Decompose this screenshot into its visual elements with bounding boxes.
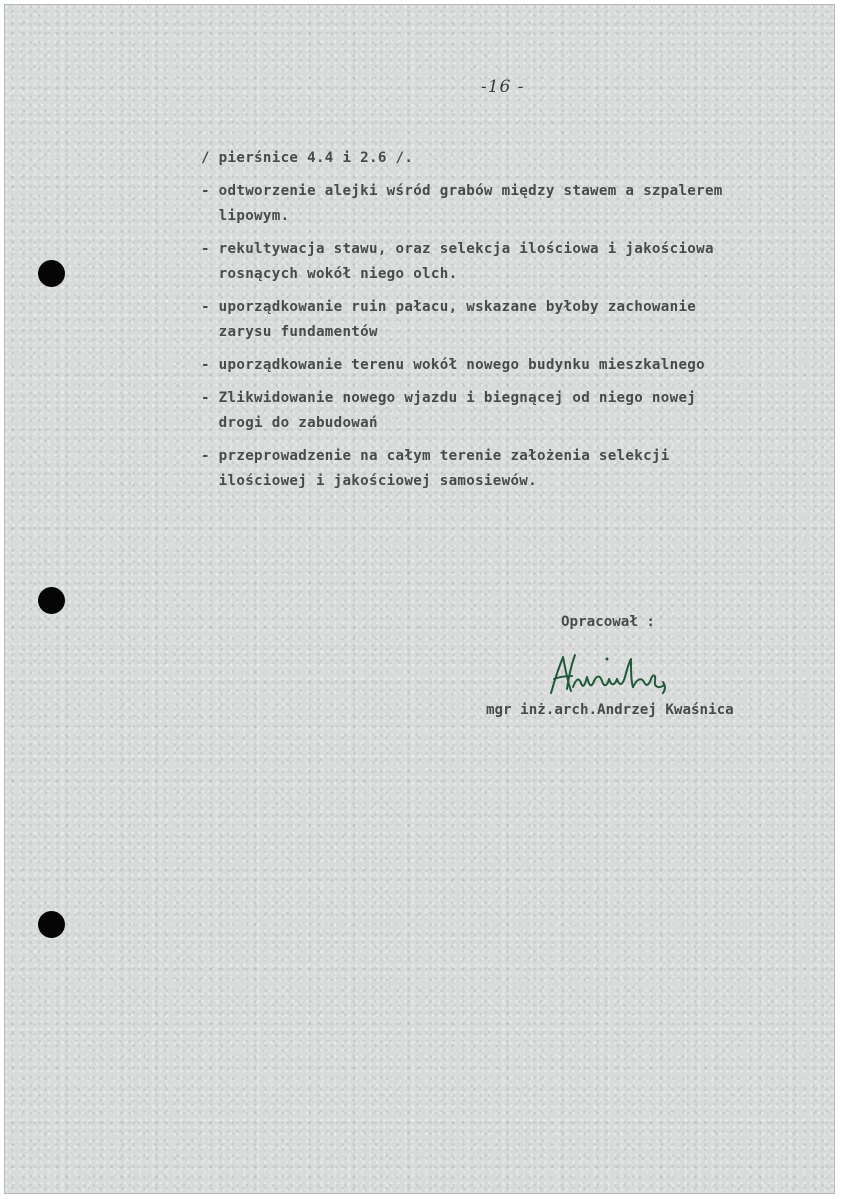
prepared-by-label: Opracował : <box>561 614 655 630</box>
document-body <box>201 146 821 494</box>
text-line: / pierśnice 4.4 i 2.6 /. <box>201 150 414 166</box>
text-line: zarysu fundamentów <box>201 324 378 340</box>
paragraph-spacer <box>201 171 821 179</box>
punch-hole-bottom <box>38 911 65 938</box>
text-line: - uporządkowanie ruin pałacu, wskazane byłoby zachowanie <box>201 299 697 315</box>
text-line: - odtworzenie alejki wśród grabów między stawem a szpalerem <box>201 183 723 199</box>
text-line: - rekultywacja stawu, oraz selekcja ilościowa i jakościowa <box>201 241 714 257</box>
text-line: lipowym. <box>201 208 290 224</box>
text-line: - uporządkowanie terenu wokół nowego budynku mieszkalnego <box>201 357 705 373</box>
paragraph-spacer <box>201 378 821 386</box>
text-line: - przeprowadzenie na całym terenie założenia selekcji <box>201 448 670 464</box>
text-line: - Zlikwidowanie nowego wjazdu i biegnącej od niego nowej <box>201 390 697 406</box>
punch-hole-middle <box>38 587 65 614</box>
paragraph-spacer <box>201 436 821 444</box>
text-line: rosnących wokół niego olch. <box>201 266 458 282</box>
paragraph-spacer <box>201 345 821 353</box>
text-line: ilościowej i jakościowej samosiewów. <box>201 473 537 489</box>
document-page <box>4 4 835 1194</box>
author-name: mgr inż.arch.Andrzej Kwaśnica <box>486 702 734 718</box>
handwritten-signature <box>545 649 670 701</box>
text-line: drogi do zabudowań <box>201 415 378 431</box>
page-number: -16 - <box>481 77 525 97</box>
paragraph-spacer <box>201 229 821 237</box>
punch-hole-top <box>38 260 65 287</box>
paragraph-spacer <box>201 287 821 295</box>
